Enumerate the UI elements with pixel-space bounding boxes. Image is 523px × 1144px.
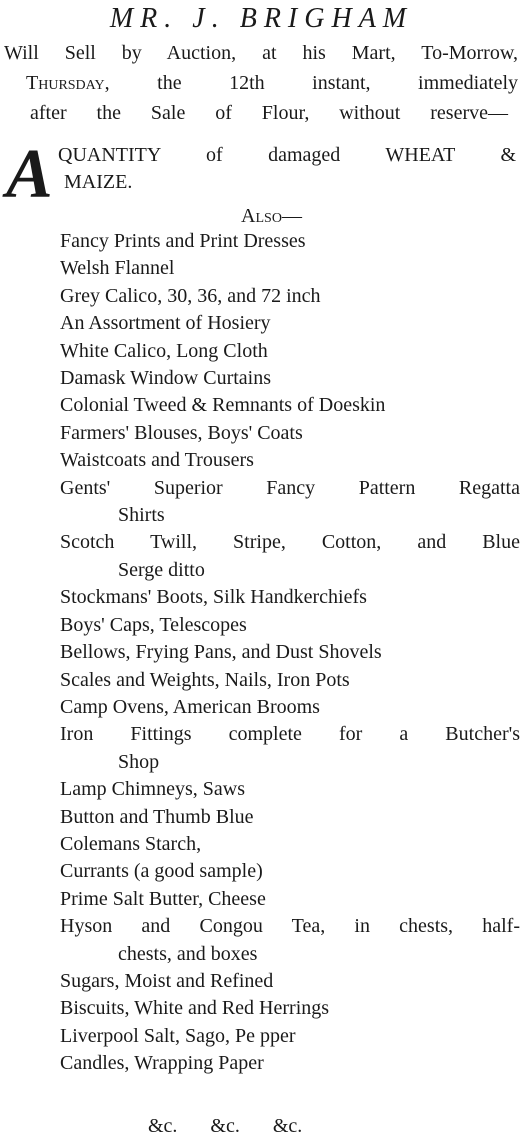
list-item-text: Sugars, Moist and Refined (60, 969, 274, 992)
list-item-text: Hyson and Congou Tea, in chests, half- (60, 915, 520, 938)
list-item-text: Camp Ovens, American Brooms (60, 695, 320, 718)
list-item-continuation: chests, and boxes (118, 942, 258, 965)
intro-line-3: after the Sale of Flour, without reserve— (30, 102, 508, 124)
list-item-text: Stockmans' Boots, Silk Handkerchiefs (60, 586, 367, 609)
list-item-text: Biscuits, White and Red Herrings (60, 997, 330, 1020)
list-item-text: An Assortment of Hosiery (60, 312, 271, 335)
intro-line-1: Will Sell by Auction, at his Mart, To-Morrow, (4, 42, 518, 64)
list-item (60, 694, 520, 721)
list-item-text: Bellows, Frying Pans, and Dust Shovels (60, 641, 382, 664)
list-item-text: Colemans Starch, (60, 832, 202, 855)
auctioneer-title: MR. J. BRIGHAM (109, 3, 414, 34)
list-item (60, 310, 520, 337)
list-item (60, 858, 520, 885)
list-item-text: Fancy Prints and Print Dresses (60, 230, 306, 252)
lead-line-1: QUANTITY of damaged WHEAT & (58, 144, 516, 166)
list-item (60, 804, 520, 831)
list-item (60, 995, 520, 1022)
list-item (60, 968, 520, 995)
list-item (60, 365, 520, 392)
list-item (60, 283, 520, 310)
list-item-text: Iron Fittings complete for a Butcher's (60, 723, 520, 746)
list-item (60, 475, 520, 530)
list-item (60, 420, 520, 447)
list-item (60, 584, 520, 611)
list-item (60, 831, 520, 858)
list-item-text: Liverpool Salt, Sago, Pe pper (60, 1024, 296, 1047)
list-item (60, 913, 520, 968)
list-item-text: Lamp Chimneys, Saws (60, 778, 245, 801)
list-item (60, 529, 520, 584)
list-item-text: Prime Salt Butter, Cheese (60, 887, 266, 910)
list-item-text: Damask Window Curtains (60, 367, 272, 390)
list-item (60, 255, 520, 282)
list-item-continuation: Serge ditto (118, 558, 205, 581)
list-item-continuation: Shirts (118, 504, 165, 527)
list-item (60, 721, 520, 776)
list-item-text: Candles, Wrapping Paper (60, 1052, 264, 1075)
list-item-continuation: Shop (118, 750, 160, 773)
list-item-text: Button and Thumb Blue (60, 805, 254, 828)
list-item (60, 612, 520, 639)
list-item-text: Colonial Tweed & Remnants of Doeskin (60, 394, 386, 417)
list-item-text: Scales and Weights, Nails, Iron Pots (60, 668, 350, 691)
list-item-text: Boys' Caps, Telescopes (60, 613, 247, 636)
list-item-text: Gents' Superior Fancy Pattern Regatta (60, 476, 520, 499)
list-item-text: Grey Calico, 30, 36, and 72 inch (60, 284, 321, 307)
intro-line-2 (4, 68, 518, 98)
list-item (60, 392, 520, 419)
list-item (60, 667, 520, 694)
goods-list (60, 228, 520, 1078)
list-item-text: Currants (a good sample) (60, 860, 263, 883)
lead-offer (58, 142, 520, 196)
list-item-text: Scotch Twill, Stripe, Cotton, and Blue (60, 531, 520, 554)
list-item (60, 886, 520, 913)
list-item (60, 447, 520, 474)
list-item-text: Farmers' Blouses, Boys' Coats (60, 421, 303, 444)
list-item (60, 1050, 520, 1077)
list-item-text: Waistcoats and Trousers (60, 449, 254, 472)
intro-line-2-rest: the 12th instant, immediately (157, 72, 519, 94)
list-item (60, 338, 520, 365)
list-item (60, 639, 520, 666)
closing-etc: &c. &c. &c. (148, 1115, 303, 1137)
list-item (60, 1023, 520, 1050)
sale-day: Thursday, (26, 72, 110, 94)
drop-cap: A (6, 136, 53, 213)
auction-announcement (4, 38, 518, 128)
also-heading: Also— (241, 205, 302, 227)
lead-line-2: MAIZE. (64, 171, 133, 193)
list-item (60, 228, 520, 255)
list-item-text: White Calico, Long Cloth (60, 339, 268, 362)
list-item-text: Welsh Flannel (60, 257, 175, 280)
list-item (60, 776, 520, 803)
